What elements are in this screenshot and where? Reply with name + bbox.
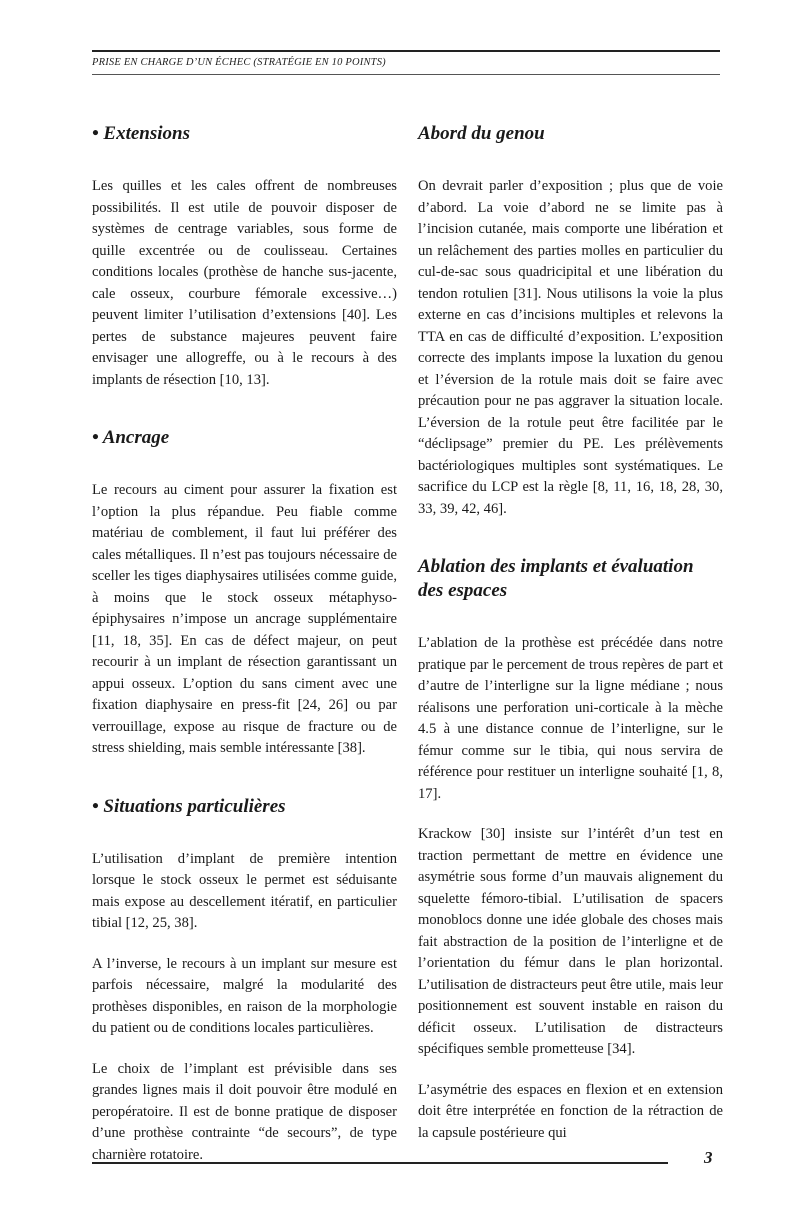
paragraph: L’asymétrie des espaces en flexion et en extension doit être interprétée en fonction de la rétraction de la capsule postérieure qui [418, 1081, 723, 1141]
page-number: 3 [704, 1148, 713, 1167]
section-title-abord: Abord du genou [418, 123, 545, 144]
paragraph: Krackow [30] insiste sur l’intérêt d’un test en traction permettant de mettre en évidence une asymétrie sous forme d’un mauvais alignement du squelette fémoro-tibial. L’utilisation de spacers monoblocs donne une idée globale des choses mais fait abstraction de la position de l’interligne et de l’orientation du fémur dans le plan horizontal. L’utilisation de distracteurs peut être utile, mais leur positionnement est souvent instable en raison du déficit osseux. L’utilisation de distracteurs spécifiques semble prometteuse [34]. [418, 826, 723, 1057]
right-column [418, 122, 723, 1163]
paragraph: Le choix de l’implant est prévisible dans ses grandes lignes mais il doit pouvoir être modulé en peropératoire. Il est de bonne pratique de disposer d’une prothèse contrainte “de secours”, de type charnière rotatoire. [92, 1060, 397, 1163]
section-situations [92, 795, 397, 1167]
section-extensions [92, 122, 397, 391]
paragraph: On devrait parler d’exposition ; plus que de voie d’abord. La voie d’abord ne se limite pas à l’incision cutanée, mais comporte une libération et un relâchement des parties molles en particulier du cul-de-sac sous quadricipital et une libération du tendon rotulien [31]. Nous utilisons la voie la plus externe en cas d’incisions multiples et relevons la TTA en cas de difficulté d’exposition. L’exposition correcte des implants impose la luxation du genou et l’éversion de la rotule mais doit se faire avec précaution pour ne pas aggraver la situation locale. L’éversion de la rotule peut être facilitée par le “déclipsage” premier du PE. Les prélèvements bactériologiques multiples sont systématiques. Le sacrifice du LCP est la règle [8, 11, 16, 18, 28, 30, 33, 39, 42, 46]. [418, 178, 723, 517]
section-title-ablation: Ablation des implants et évaluation des espaces [418, 556, 694, 601]
paragraph: L’utilisation d’implant de première intention lorsque le stock osseux le permet est séduisante mais expose au descellement itératif, en particulier tibial [12, 25, 38]. [92, 850, 397, 931]
running-header: PRISE EN CHARGE D’UN ÉCHEC (STRATÉGIE EN 10 POINTS) [92, 57, 386, 68]
paragraph: A l’inverse, le recours à un implant sur mesure est parfois nécessaire, malgré la modularité des prothèses disponibles, en raison de la morphologie du patient ou de conditions locales particulières. [92, 955, 397, 1036]
section-ablation [418, 555, 723, 1144]
paragraph: Les quilles et les cales offrent de nombreuses possibilités. Il est utile de pouvoir disposer de systèmes de centrage variables, sous forme de quille excentrée ou de coulisseau. Certaines conditions locales (prothèse de hanche sus-jacente, cale osseux, courbure fémorale excessive…) peuvent limiter l’utilisation d’extensions [40]. Les pertes de substance majeures peuvent faire envisager une allogreffe, ou à le recours à des implants de résection [10, 13]. [92, 178, 397, 388]
section-title-extensions: • Extensions [92, 123, 190, 144]
paragraph: L’ablation de la prothèse est précédée dans notre pratique par le percement de trous repères de part et d’autre de l’interligne sur la ligne médiane ; nous réalisons une perforation uni-corticale à la mèche 4.5 à une distance connue de l’interligne, sur le fémur comme sur le tibia, qui nous servira de référence pour restituer un interligne souhaité [1, 8, 17]. [418, 635, 723, 802]
header-top-rule [92, 50, 720, 52]
left-column [92, 122, 397, 1185]
section-title-ancrage: • Ancrage [92, 427, 170, 448]
section-title-situations: • Situations particulières [92, 795, 286, 817]
paragraph: Le recours au ciment pour assurer la fixation est l’option la plus répandue. Peu fiable comme matériau de comblement, il faut lui préférer des cales métalliques. Il n’est pas toujours nécessaire de sceller les tiges diaphysaires utilisées comme guide, à moins que le stock osseux métaphyso-épiphysaires n’impose un ancrage supplémentaire [11, 18, 35]. En cas de défect majeur, on peut recourir à un implant de résection garantissant un appui osseux. L’option du sans ciment avec une fixation diaphysaire en press-fit [24, 26] ou par verrouillage, expose au risque de fracture ou de stress shielding, mais semble intéressante [38]. [92, 482, 397, 756]
section-ancrage [92, 426, 397, 760]
section-abord [418, 122, 723, 520]
header-bottom-rule [92, 74, 720, 75]
footer-rule [92, 1162, 668, 1164]
